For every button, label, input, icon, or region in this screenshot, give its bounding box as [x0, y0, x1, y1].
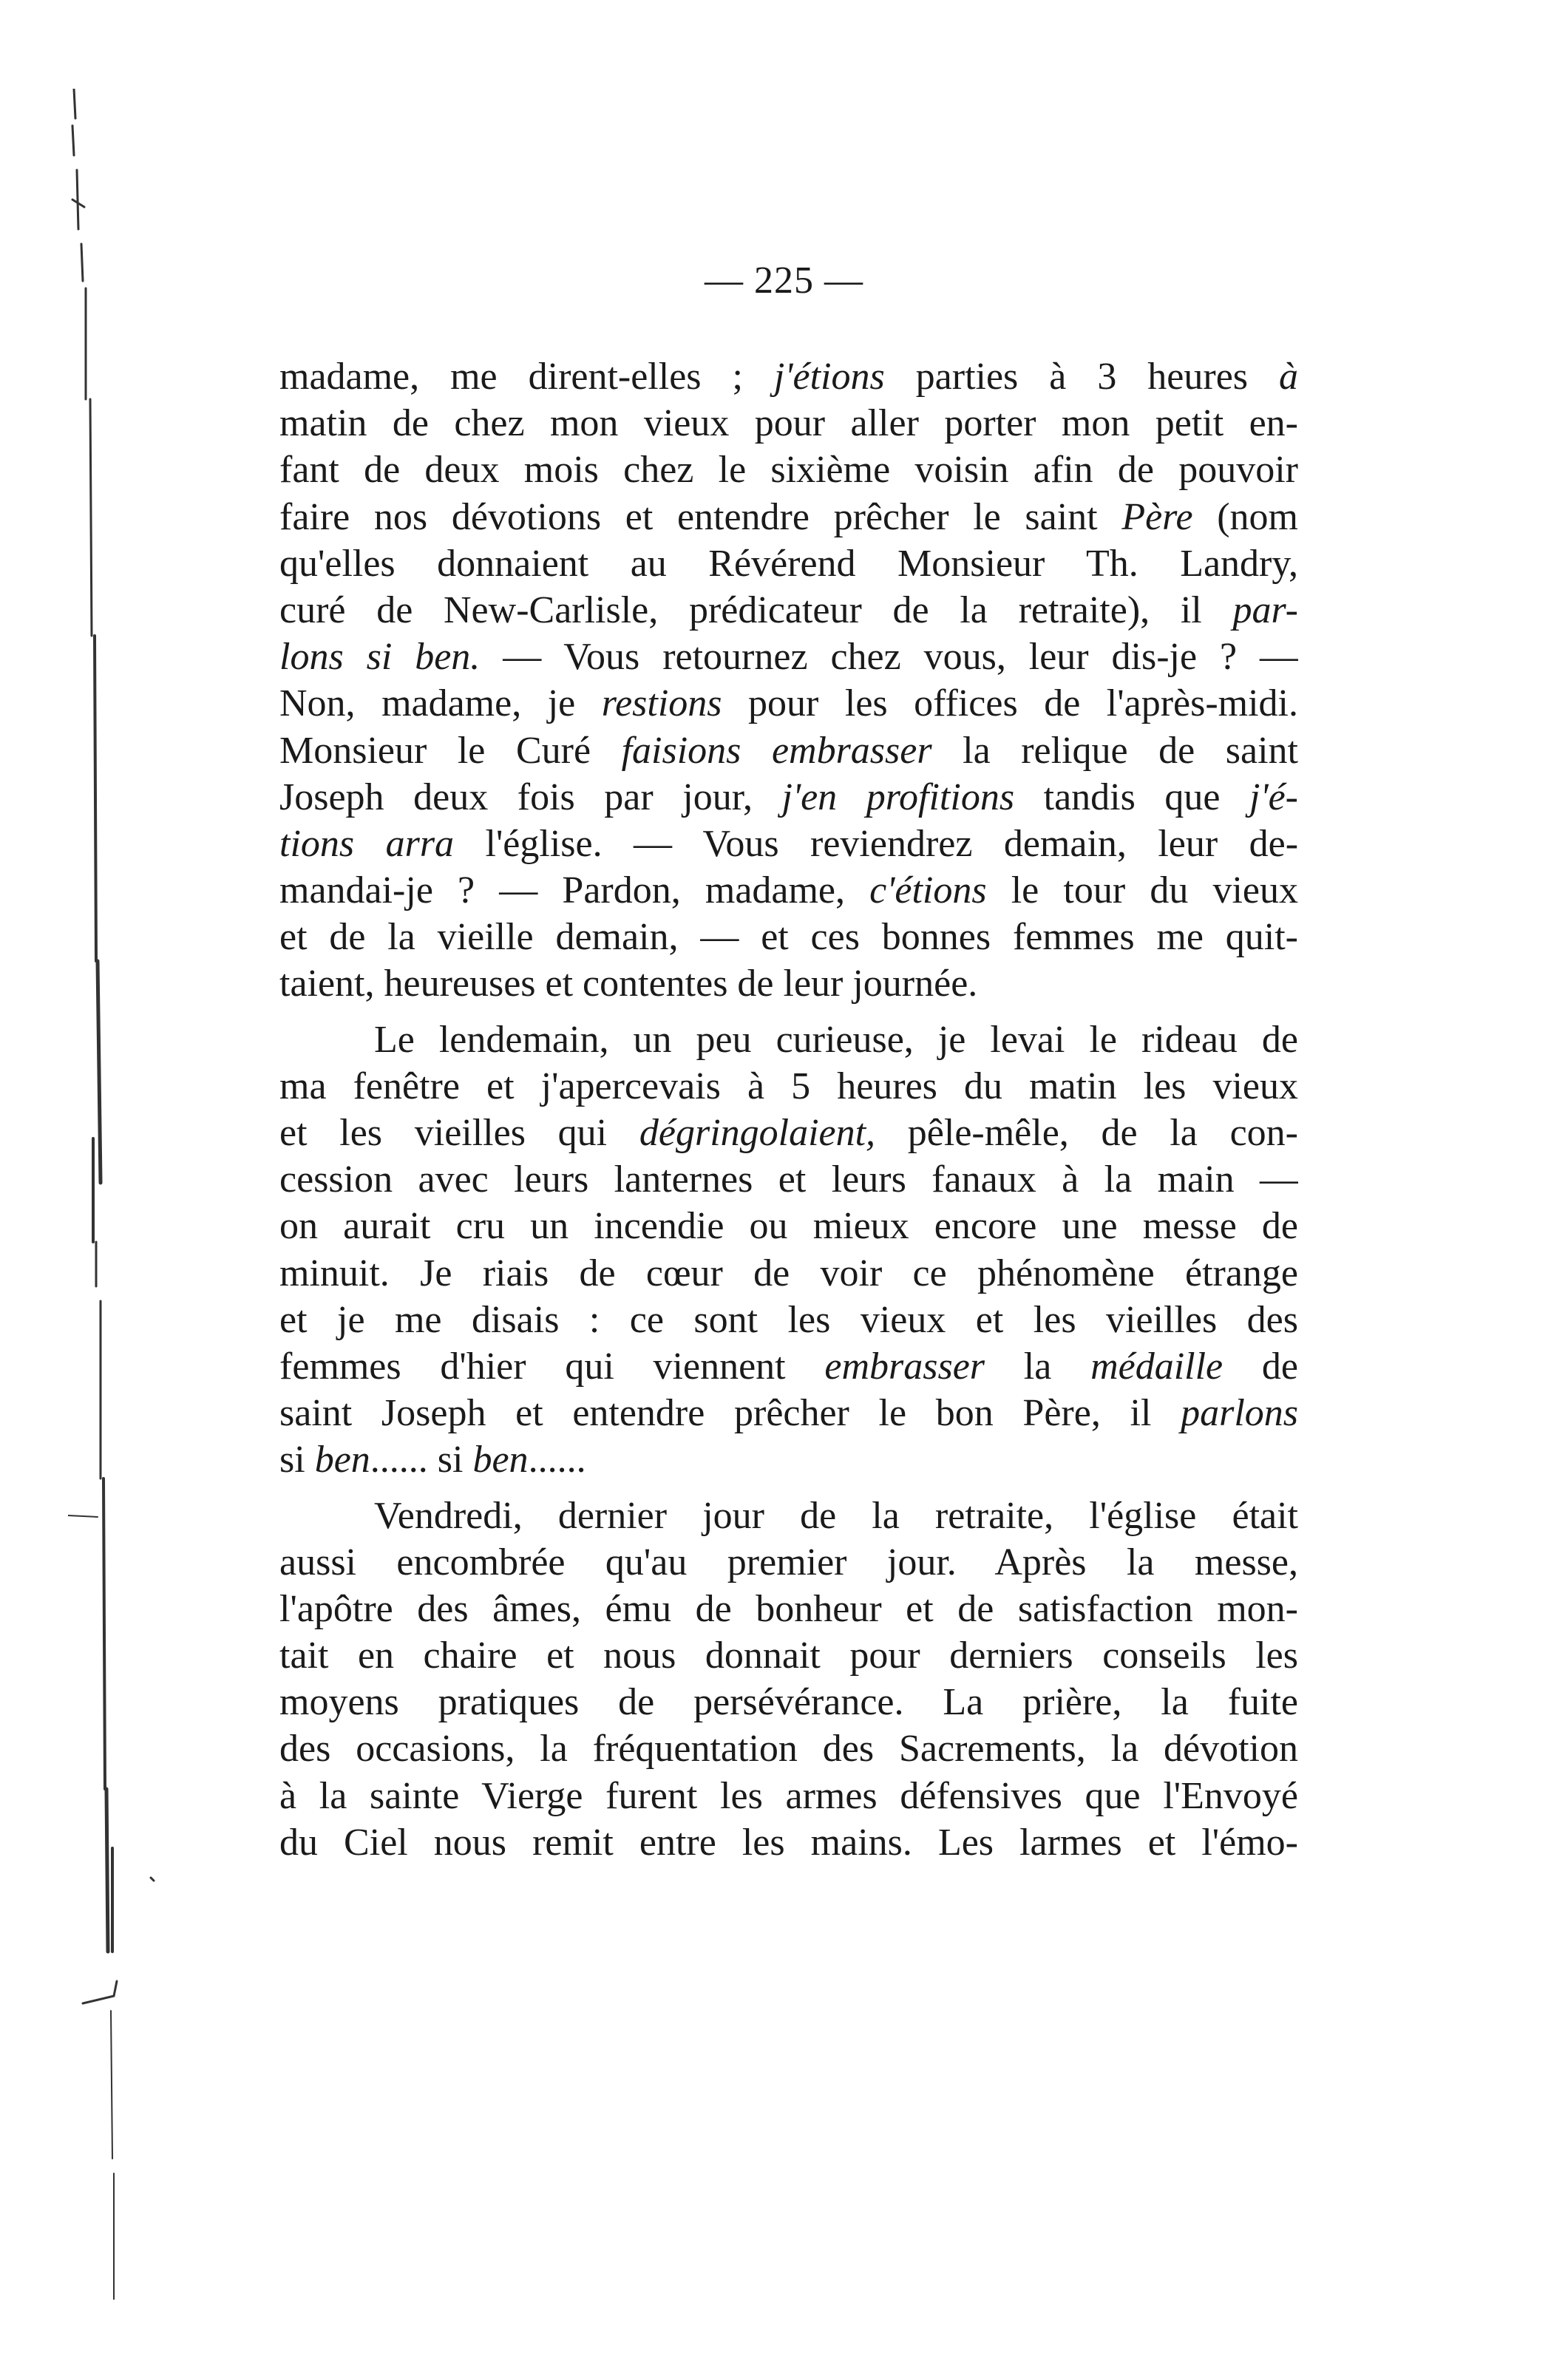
text-segment: parties à 3 heures — [884, 356, 1279, 398]
text-segment: saint Joseph et entendre prêcher le bon Père, il — [279, 1392, 1181, 1435]
italic-segment: dégringolaient, — [639, 1112, 876, 1154]
text-segment: la — [985, 1345, 1091, 1388]
text-segment: et de la vieille demain, — et ces bonnes femmes me quit- — [279, 916, 1298, 959]
text-segment: du Ciel nous remit entre les mains. Les larmes et l'émo- — [279, 1821, 1298, 1864]
italic-segment: c'étions — [869, 869, 987, 912]
text-segment: ma fenêtre et j'apercevais à 5 heures du matin les vieux — [279, 1065, 1298, 1107]
text-segment: à la sainte Vierge furent les armes défensives que l'Envoyé — [279, 1774, 1298, 1817]
text-segment: moyens pratiques de persévérance. La prière, la fuite — [279, 1681, 1298, 1724]
text-segment: le tour du vieux — [986, 869, 1298, 912]
text-segment: pour les offices de l'après-midi. — [722, 682, 1298, 725]
text-segment: cession avec leurs lanternes et leurs fanaux à la main — — [279, 1158, 1298, 1201]
text-segment — [354, 823, 385, 865]
text-line — [279, 914, 1298, 960]
italic-segment: à — [1279, 356, 1298, 398]
text-segment: pêle-mêle, de la con- — [875, 1112, 1298, 1154]
text-segment: l'église. — Vous reviendrez demain, leur de- — [454, 822, 1298, 865]
text-segment: femmes d'hier qui viennent — [279, 1345, 825, 1388]
text-line — [279, 1586, 1298, 1632]
text-segment: Vendredi, dernier jour de la retraite, l'église était — [374, 1494, 1298, 1537]
text-segment: Le lendemain, un peu curieuse, je levai le rideau de — [374, 1018, 1298, 1061]
page-number: — 225 — — [705, 259, 863, 302]
text-segment: de — [1223, 1345, 1298, 1388]
text-segment: curé de New-Carlisle, prédicateur de la retraite), il — [279, 588, 1233, 631]
text-segment: matin de chez mon vieux pour aller porter mon petit en- — [279, 402, 1298, 445]
text-line — [279, 447, 1298, 493]
text-segment: qu'elles donnaient au Révérend Monsieur Th. Landry, — [279, 542, 1298, 585]
italic-segment: j'étions — [773, 356, 885, 398]
text-segment: des occasions, la fréquentation des Sacrements, la dévotion — [279, 1728, 1298, 1771]
text-line — [279, 400, 1298, 447]
text-line — [279, 821, 1298, 867]
italic-segment: par- — [1232, 588, 1298, 631]
text-segment: on aurait cru un incendie ou mieux encore une messe de — [279, 1205, 1298, 1248]
text-line — [279, 1110, 1298, 1156]
italic-segment: lons si ben. — [279, 636, 481, 679]
text-line — [279, 494, 1298, 540]
text-line — [279, 353, 1298, 400]
binding-edge-artifact — [68, 89, 157, 2306]
text-line — [279, 1819, 1298, 1866]
text-line — [279, 1297, 1298, 1343]
text-line — [279, 774, 1298, 821]
italic-segment: parlons — [1181, 1392, 1298, 1435]
text-line — [279, 867, 1298, 914]
text-line — [279, 1063, 1298, 1110]
text-segment: Non, madame, je — [279, 682, 602, 725]
text-line — [279, 1539, 1298, 1586]
text-segment: minuit. Je riais de cœur de voir ce phénomène étrange — [279, 1252, 1298, 1294]
text-line — [279, 1632, 1298, 1679]
text-line — [279, 1436, 1298, 1483]
text-segment: et les vieilles qui — [279, 1112, 639, 1154]
text-segment: madame, me dirent-elles ; — [279, 356, 774, 398]
italic-segment: faisions embrasser — [621, 729, 932, 772]
text-line — [279, 1390, 1298, 1436]
italic-segment: médaille — [1090, 1345, 1223, 1388]
italic-segment: ben — [314, 1439, 370, 1481]
text-segment: ...... si — [370, 1439, 473, 1481]
text-line — [279, 634, 1298, 680]
text-segment: faire nos dévotions et entendre prêcher le saint — [279, 495, 1122, 538]
text-line — [279, 1156, 1298, 1203]
paragraph-gap — [279, 1008, 1298, 1016]
text-segment: taient, heureuses et contentes de leur journée. — [279, 963, 978, 1005]
text-segment: et je me disais : ce sont les vieux et les vieilles des — [279, 1298, 1298, 1341]
italic-segment: j'é- — [1249, 775, 1298, 818]
italic-segment: j'en profitions — [781, 775, 1015, 818]
text-segment: — Vous retournez chez vous, leur dis-je ? — — [480, 636, 1298, 679]
text-line — [279, 960, 1298, 1007]
text-segment: ...... — [528, 1439, 586, 1481]
italic-segment: embrasser — [824, 1345, 985, 1388]
text-line — [279, 1725, 1298, 1772]
text-line — [279, 1343, 1298, 1390]
text-line — [279, 727, 1298, 774]
text-line — [279, 1773, 1298, 1819]
text-segment: Joseph deux fois par jour, — [279, 775, 782, 818]
text-segment: tait en chaire et nous donnait pour derniers conseils les — [279, 1634, 1298, 1677]
text-line — [279, 1203, 1298, 1249]
italic-segment: ben — [472, 1439, 529, 1481]
text-line — [279, 1679, 1298, 1725]
text-segment: si — [279, 1439, 315, 1481]
text-segment: mandai-je ? — Pardon, madame, — [279, 869, 870, 912]
text-segment: Monsieur le Curé — [279, 729, 622, 772]
italic-segment: restions — [601, 682, 722, 725]
text-line — [279, 1250, 1298, 1297]
text-line — [279, 1493, 1298, 1539]
body-text — [279, 353, 1298, 1866]
text-segment: tandis que — [1014, 775, 1250, 818]
italic-segment: Père — [1121, 495, 1193, 538]
text-segment: la relique de saint — [931, 729, 1298, 772]
text-segment: (nom — [1192, 495, 1298, 538]
text-line — [279, 680, 1298, 727]
italic-segment: arra — [385, 822, 455, 865]
paragraph-gap — [279, 1484, 1298, 1493]
text-segment: l'apôtre des âmes, ému de bonheur et de satisfaction mon- — [279, 1587, 1298, 1630]
text-segment: aussi encombrée qu'au premier jour. Après la messe, — [279, 1541, 1298, 1583]
italic-segment: tions — [279, 822, 355, 865]
text-line — [279, 540, 1298, 587]
text-line — [279, 1016, 1298, 1063]
text-line — [279, 587, 1298, 634]
text-segment: fant de deux mois chez le sixième voisin afin de pouvoir — [279, 449, 1298, 492]
